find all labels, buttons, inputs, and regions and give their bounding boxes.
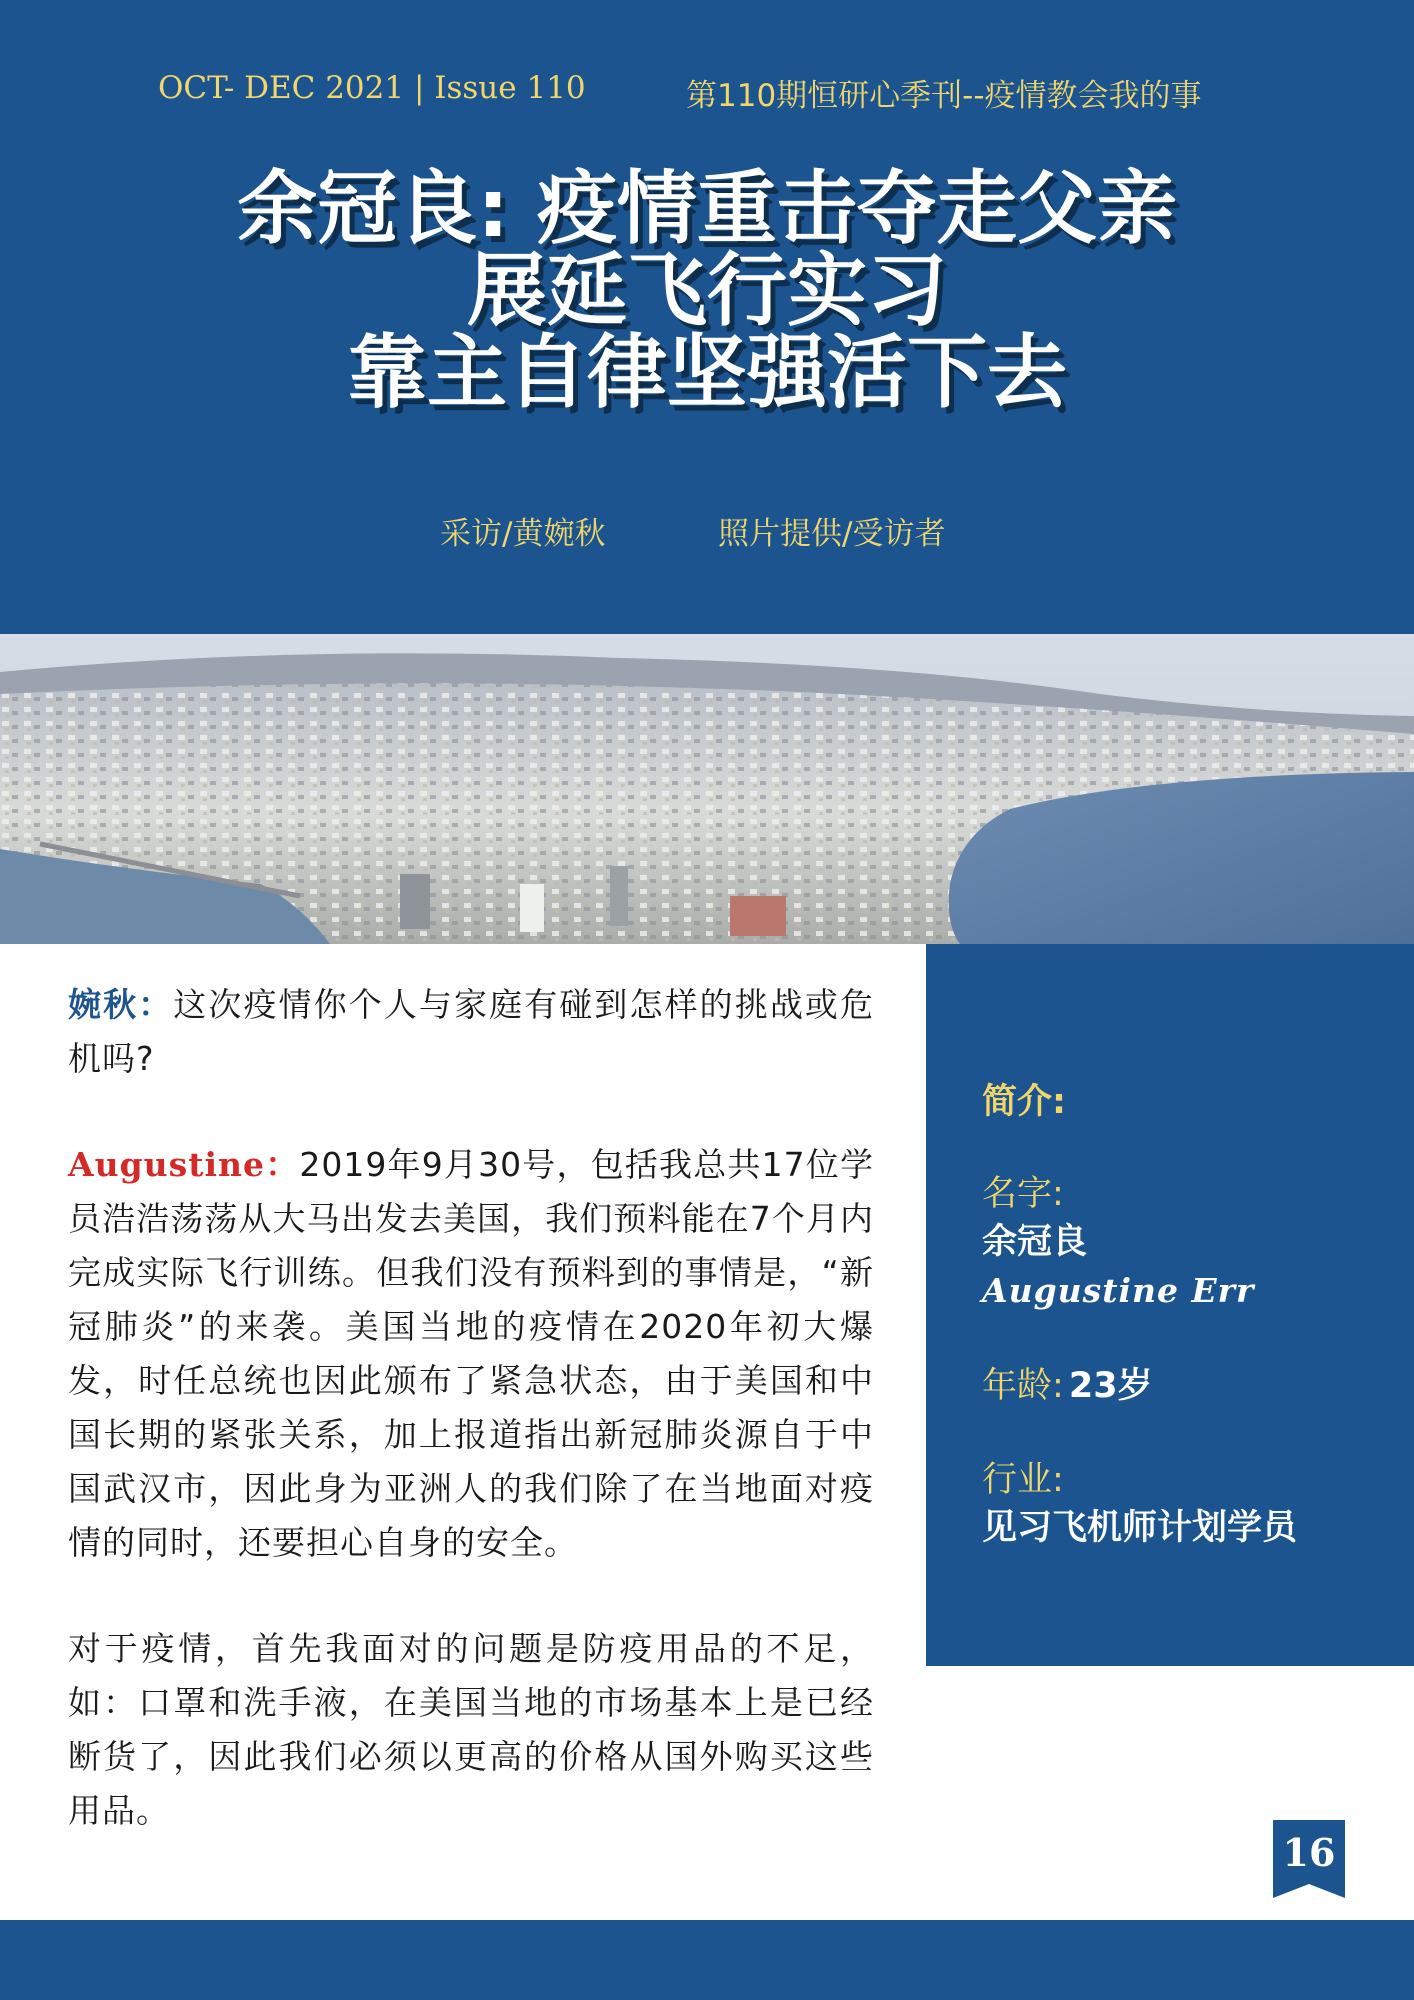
name-label: 名字: [982, 1174, 1064, 1214]
interviewee-name: Augustine： [68, 1145, 300, 1184]
article-title [0, 162, 1414, 419]
age-row [982, 1362, 1402, 1410]
question-text: 这次疫情你个人与家庭有碰到怎样的挑战或危机吗? [68, 985, 875, 1078]
credit-interviewer: 采访/黄婉秋 [440, 516, 606, 552]
issue-line [0, 70, 1414, 114]
question-paragraph [68, 978, 874, 1086]
credits [0, 508, 1414, 552]
title-line-3: 靠主自律坚强活下去 [347, 326, 1067, 419]
name-english: Augustine Err [982, 1271, 1255, 1310]
job-label: 行业: [982, 1460, 1064, 1500]
answer-paragraph [68, 1138, 874, 1570]
issue-title: 第110期恒研心季刊--疫情教会我的事 [686, 78, 1202, 114]
profile-sidebar [926, 944, 1414, 1666]
header-banner [0, 0, 1414, 634]
credit-photo: 照片提供/受访者 [718, 516, 946, 552]
age-value: 23岁 [1068, 1366, 1153, 1406]
page-number: 16 [1282, 1830, 1336, 1875]
page-number-badge [1273, 1820, 1345, 1898]
issue-date: OCT- DEC 2021 | Issue 110 [158, 70, 586, 106]
answer-paragraph-2: 对于疫情，首先我面对的问题是防疫用品的不足，如：口罩和洗手液，在美国当地的市场基本上是已经断货了，因此我们必须以更高的价格从国外购买这些用品。 [68, 1629, 874, 1830]
age-label: 年龄: [982, 1366, 1064, 1406]
footer-bar [0, 1920, 1414, 2000]
title-line-2: 展延飞行实习 [467, 244, 947, 337]
title-line-1: 余冠良: 疫情重击夺走父亲 [237, 162, 1177, 255]
job-value: 见习飞机师计划学员 [982, 1508, 1298, 1548]
name-chinese: 余冠良 [982, 1222, 1088, 1262]
article-body [68, 978, 874, 1838]
answer-text: 2019年9月30号，包括我总共17位学员浩浩荡荡从大马出发去美国，我们预料能在7个月内完成实际飞行训练。但我们没有预料到的事情是，“新冠肺炎”的来袭。美国当地的疫情在2020年初大爆发，时任总统也因此颁布了紧急状态，由于美国和中国长期的紧张关系，加上报道指出新冠肺炎源自于中国武汉市，因此身为亚洲人的我们除了在当地面对疫情的同时，还要担心自身的安全。 [68, 1145, 874, 1562]
city-coast-photo [0, 634, 1414, 944]
interviewer-name: 婉秋： [68, 985, 174, 1024]
profile-heading: 简介: [982, 1082, 1066, 1122]
